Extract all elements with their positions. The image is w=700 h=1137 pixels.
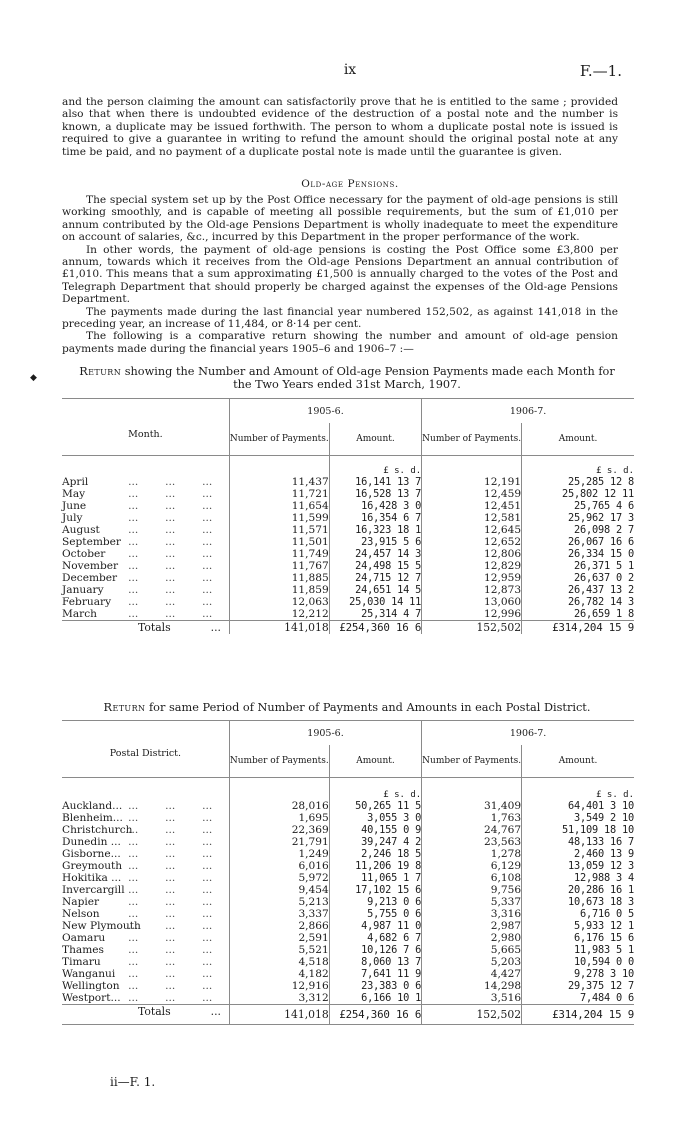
table2-row-label: Christchurch ... ... ... <box>62 824 213 836</box>
table2-payments-1: 2,866 <box>229 920 329 932</box>
table2-payments-2: 2,987 <box>422 920 522 932</box>
table2-amount-1: 8,060 13 7 <box>329 956 421 968</box>
table2-payments-2: 3,516 <box>422 992 522 1005</box>
leader-dots: ... ... ... <box>118 548 213 560</box>
leader-dots: ... ... ... <box>118 596 213 608</box>
table1-payments-2: 12,645 <box>422 524 522 536</box>
table2-totals-label: Totals ... <box>138 1005 221 1018</box>
table1-amount-1: 24,651 14 5 <box>329 584 421 596</box>
paragraph-1: The special system set up by the Post Office necessary for the payment of old-age pensions is still working smoothly, and is capable of meeting all possible requirements, but the sum of £1,010 per annum contributed by the Old-age Pensions Department is wholly inadequate to meet the expenditure on account of salaries, &c., incurred by this Department in the proper performance of the work. <box>62 194 618 244</box>
table-row <box>62 560 634 572</box>
table2-payments-1: 5,972 <box>229 872 329 884</box>
leader-dots: ... ... ... <box>118 584 213 596</box>
table2-payments-1: 5,521 <box>229 944 329 956</box>
table2-total-n2: 152,502 <box>422 1005 522 1025</box>
table2-amount-1: 7,641 11 9 <box>329 968 421 980</box>
leader-dots: ... ... ... <box>118 488 213 500</box>
table2-payments-2: 6,108 <box>422 872 522 884</box>
table2-units-1: £ s. d. <box>329 778 421 801</box>
table2-amount-1: 9,213 0 6 <box>329 896 421 908</box>
table1-row-label: May ... ... ... <box>62 488 213 500</box>
table2-amount-2: 64,401 3 10 <box>522 800 634 812</box>
leader-dots: ... ... ... <box>118 872 213 884</box>
table-row <box>62 992 634 1005</box>
table-row <box>62 488 634 500</box>
table2-row-label: Westport... ... ... ... <box>62 992 213 1004</box>
table-row <box>62 476 634 488</box>
table1-payments-1: 11,859 <box>229 584 329 596</box>
table1-units-2: £ s. d. <box>522 456 634 477</box>
table2-amount-2: 48,133 16 7 <box>522 836 634 848</box>
table1-row-label: March ... ... ... <box>62 608 213 620</box>
table2-payments-2: 31,409 <box>422 800 522 812</box>
table1-totals-text: Totals <box>138 621 171 634</box>
table2-payments-1: 5,213 <box>229 896 329 908</box>
table2-payments-2: 2,980 <box>422 932 522 944</box>
table2-amount-1: 10,126 7 6 <box>329 944 421 956</box>
table1-total-a2: £314,204 15 9 <box>522 621 634 635</box>
table2-caption-lead: Return <box>103 701 146 714</box>
table2-payments-2: 14,298 <box>422 980 522 992</box>
table2-row-label: Auckland... ... ... ... <box>62 800 213 812</box>
table-row <box>62 512 634 524</box>
table-row <box>62 980 634 992</box>
table2-row-label: Gisborne... ... ... ... <box>62 848 213 860</box>
table2-row-label: Oamaru ... ... ... <box>62 932 213 944</box>
table2-row-label: Invercargill ... ... ... <box>62 884 213 896</box>
table2-amount-2: 7,484 0 6 <box>522 992 634 1005</box>
table2-amt-header-1: Amount. <box>329 745 421 778</box>
table1-amount-1: 24,457 14 3 <box>329 548 421 560</box>
table2-total-a1: £254,360 16 6 <box>329 1005 421 1025</box>
table-row <box>62 836 634 848</box>
table2-totals-text: Totals <box>138 1005 171 1018</box>
table-row <box>62 908 634 920</box>
table1-payments-2: 12,829 <box>422 560 522 572</box>
table2-amount-2: 10,594 0 0 <box>522 956 634 968</box>
margin-bullet-icon: ◆ <box>30 373 37 383</box>
table2-row-label: Nelson ... ... ... <box>62 908 213 920</box>
table2-amount-2: 3,549 2 10 <box>522 812 634 824</box>
table1-num-header-1: Number of Payments. <box>229 423 329 456</box>
leader-dots: ... ... ... <box>118 908 213 920</box>
table2-amount-1: 11,065 1 7 <box>329 872 421 884</box>
table1-row-label: June ... ... ... <box>62 500 213 512</box>
table2-amount-1: 3,055 3 0 <box>329 812 421 824</box>
leader-dots: ... ... ... <box>118 524 213 536</box>
table-row <box>62 824 634 836</box>
table1-payments-1: 11,767 <box>229 560 329 572</box>
table1-year1-header: 1905-6. <box>229 399 421 424</box>
intro-paragraph-text: and the person claiming the amount can satisfactorily prove that he is entitled to the same ; provided also that when there is undoubted evidence of the destruction of a postal note and the number is known, a duplicate may be issued forthwith. The person to whom a duplicate postal note is issued is required to give a guarantee in writing to refund the amount should the original postal note at any time be paid, and no payment of a duplicate postal note is made until the guarantee is given. <box>62 96 618 158</box>
table-row <box>62 800 634 812</box>
table2-row-label: Hokitika ... ... ... ... <box>62 872 213 884</box>
table2-payments-1: 3,337 <box>229 908 329 920</box>
leader-dots: ... ... ... <box>118 824 213 836</box>
table1-amount-2: 26,098 2 7 <box>522 524 634 536</box>
table1-total-n2: 152,502 <box>422 621 522 635</box>
table2-amount-2: 11,983 5 1 <box>522 944 634 956</box>
table2-caption-text: for same Period of Number of Payments and Amounts in each Postal District. <box>145 701 591 714</box>
table2-col-district-header: Postal District. <box>109 747 182 759</box>
table1-payments-2: 12,652 <box>422 536 522 548</box>
table-row <box>62 548 634 560</box>
table2-row-label: New Plymouth ... ... ... <box>62 920 213 932</box>
table2-year2-header: 1906-7. <box>422 721 634 746</box>
table1-col-month-header: Month. <box>128 428 163 440</box>
page-number: ix <box>343 62 357 78</box>
table1-payments-2: 12,996 <box>422 608 522 621</box>
table2-payments-1: 4,182 <box>229 968 329 980</box>
table-row <box>62 572 634 584</box>
table2-amount-1: 2,246 18 5 <box>329 848 421 860</box>
table-row <box>62 596 634 608</box>
table1-amount-1: 25,314 4 7 <box>329 608 421 621</box>
table1-payments-2: 12,806 <box>422 548 522 560</box>
leader-dots: ... ... ... <box>118 836 213 848</box>
table1-payments-2: 12,959 <box>422 572 522 584</box>
table1-payments-1: 11,437 <box>229 476 329 488</box>
table1-payments-2: 13,060 <box>422 596 522 608</box>
table2-row-label: Wellington ... ... ... <box>62 980 213 992</box>
table2-payments-2: 5,665 <box>422 944 522 956</box>
leader-dots: ... ... ... <box>118 512 213 524</box>
table2-payments-2: 5,203 <box>422 956 522 968</box>
table2-amt-header-2: Amount. <box>522 745 634 778</box>
table2-amount-1: 50,265 11 5 <box>329 800 421 812</box>
table1-total-a1: £254,360 16 6 <box>329 621 421 635</box>
table2-amount-1: 23,383 0 6 <box>329 980 421 992</box>
page-reference: F.—1. <box>579 62 622 80</box>
table1-payments-1: 11,654 <box>229 500 329 512</box>
table2-caption <box>62 702 632 715</box>
table2-row-label: Blenheim... ... ... ... <box>62 812 213 824</box>
section-heading: Old-age Pensions. <box>301 178 399 190</box>
table2-payments-1: 9,454 <box>229 884 329 896</box>
table2-payments-1: 1,249 <box>229 848 329 860</box>
leader-dots: ... ... ... <box>118 860 213 872</box>
leader-dots: ... ... ... <box>118 500 213 512</box>
table1-payments-1: 11,571 <box>229 524 329 536</box>
table2-payments-2: 5,337 <box>422 896 522 908</box>
leader-dots: ... ... ... <box>118 968 213 980</box>
leader-dots: ... ... ... <box>118 608 213 620</box>
table1-amount-2: 26,659 1 8 <box>522 608 634 621</box>
paragraph-3: The payments made during the last financial year numbered 152,502, as against 141,018 in the preceding year, an increase of 11,484, or 8·14 per cent. <box>62 305 618 331</box>
table1-row-label: December ... ... ... <box>62 572 213 584</box>
table2-payments-2: 23,563 <box>422 836 522 848</box>
intro-paragraph <box>62 96 618 158</box>
table-row <box>62 500 634 512</box>
table2-amount-2: 13,059 12 3 <box>522 860 634 872</box>
table2-amount-2: 10,673 18 3 <box>522 896 634 908</box>
table2-row-label: Greymouth ... ... ... <box>62 860 213 872</box>
table1-amount-1: 16,428 3 0 <box>329 500 421 512</box>
table-row <box>62 848 634 860</box>
table1-total-n1: 141,018 <box>229 621 329 635</box>
table2-row-label: Thames ... ... ... <box>62 944 213 956</box>
table1-amount-1: 24,715 12 7 <box>329 572 421 584</box>
table2-payments-1: 3,312 <box>229 992 329 1005</box>
leader-dots: ... ... ... <box>118 944 213 956</box>
table2-amount-2: 9,278 3 10 <box>522 968 634 980</box>
table-row <box>62 944 634 956</box>
paragraph-4: The following is a comparative return showing the number and amount of old-age pension payments made during the financial years 1905–6 and 1906–7 :— <box>62 330 618 355</box>
table2-row-label: Wanganui ... ... ... <box>62 968 213 980</box>
table1-amount-2: 26,437 13 2 <box>522 584 634 596</box>
table2-amount-1: 5,755 0 6 <box>329 908 421 920</box>
table2-payments-2: 4,427 <box>422 968 522 980</box>
table2-payments-2: 1,278 <box>422 848 522 860</box>
table1-row-label: October ... ... ... <box>62 548 213 560</box>
table2-payments-1: 12,916 <box>229 980 329 992</box>
district-payments-table <box>62 720 634 1025</box>
leader-dots: ... ... ... <box>118 932 213 944</box>
table2-payments-1: 21,791 <box>229 836 329 848</box>
leader-dots: ... ... ... <box>118 920 213 932</box>
table2-amount-2: 12,988 3 4 <box>522 872 634 884</box>
leader-dots: ... ... ... <box>118 956 213 968</box>
table-row <box>62 968 634 980</box>
footer-signature: ii—F. 1. <box>110 1075 156 1089</box>
table2-payments-2: 24,767 <box>422 824 522 836</box>
leader-dots: ... ... ... <box>118 896 213 908</box>
table1-amount-1: 16,528 13 7 <box>329 488 421 500</box>
table1-amount-2: 25,765 4 6 <box>522 500 634 512</box>
table2-row-label: Timaru ... ... ... <box>62 956 213 968</box>
table1-amount-2: 26,637 0 2 <box>522 572 634 584</box>
table2-amount-1: 40,155 0 9 <box>329 824 421 836</box>
table-row <box>62 920 634 932</box>
table-row <box>62 536 634 548</box>
table-row <box>62 584 634 596</box>
table1-payments-1: 11,501 <box>229 536 329 548</box>
table1-amt-header-2: Amount. <box>522 423 634 456</box>
table2-amount-1: 17,102 15 6 <box>329 884 421 896</box>
leader-dots: ... ... ... <box>118 572 213 584</box>
leader-dots: ... ... ... <box>118 560 213 572</box>
table2-amount-2: 6,716 0 5 <box>522 908 634 920</box>
table-row <box>62 884 634 896</box>
table2-num-header-2: Number of Payments. <box>422 745 522 778</box>
table1-row-label: September ... ... ... <box>62 536 213 548</box>
table1-payments-2: 12,451 <box>422 500 522 512</box>
monthly-payments-table <box>62 398 634 634</box>
table1-payments-1: 11,599 <box>229 512 329 524</box>
table-row <box>62 860 634 872</box>
table2-payments-2: 9,756 <box>422 884 522 896</box>
table1-payments-2: 12,873 <box>422 584 522 596</box>
table1-caption <box>62 366 632 391</box>
table1-row-label: January ... ... ... <box>62 584 213 596</box>
table2-payments-1: 22,369 <box>229 824 329 836</box>
table1-amount-2: 25,285 12 8 <box>522 476 634 488</box>
table-row <box>62 812 634 824</box>
table1-amount-1: 16,323 18 1 <box>329 524 421 536</box>
table-row <box>62 896 634 908</box>
table2-amount-2: 6,176 15 6 <box>522 932 634 944</box>
leader-dots: ... ... ... <box>118 848 213 860</box>
table1-row-label: April ... ... ... <box>62 476 213 488</box>
leader-dots: ... ... ... <box>118 812 213 824</box>
table1-amount-1: 23,915 5 6 <box>329 536 421 548</box>
table2-amount-1: 4,987 11 0 <box>329 920 421 932</box>
table1-units-1: £ s. d. <box>329 456 421 477</box>
table2-total-n1: 141,018 <box>229 1005 329 1025</box>
table1-amt-header-1: Amount. <box>329 423 421 456</box>
table-row <box>62 956 634 968</box>
table1-row-label: July ... ... ... <box>62 512 213 524</box>
table2-total-a2: £314,204 15 9 <box>522 1005 634 1025</box>
table2-payments-2: 1,763 <box>422 812 522 824</box>
table1-amount-2: 25,802 12 11 <box>522 488 634 500</box>
table2-payments-1: 1,695 <box>229 812 329 824</box>
table2-amount-2: 51,109 18 10 <box>522 824 634 836</box>
table1-payments-1: 12,063 <box>229 596 329 608</box>
table2-amount-2: 2,460 13 9 <box>522 848 634 860</box>
table1-caption-lead: Return <box>79 365 122 378</box>
table2-payments-1: 4,518 <box>229 956 329 968</box>
table1-amount-1: 25,030 14 11 <box>329 596 421 608</box>
table1-payments-2: 12,581 <box>422 512 522 524</box>
table1-payments-1: 11,749 <box>229 548 329 560</box>
leader-dots: ... ... ... <box>118 980 213 992</box>
table2-amount-2: 29,375 12 7 <box>522 980 634 992</box>
leader-dots: ... ... ... <box>118 992 213 1004</box>
table1-row-label: February ... ... ... <box>62 596 213 608</box>
table-row <box>62 932 634 944</box>
table-row <box>62 872 634 884</box>
table1-amount-2: 26,067 16 6 <box>522 536 634 548</box>
table1-payments-1: 12,212 <box>229 608 329 621</box>
table-row <box>62 524 634 536</box>
table2-row-label: Napier ... ... ... <box>62 896 213 908</box>
table1-amount-1: 16,141 13 7 <box>329 476 421 488</box>
paragraph-2: In other words, the payment of old-age pensions is costing the Post Office some £3,800 per annum, towards which it receives from the Old-age Pensions Department an annual contribution of £1,010. This means that a sum approximating £1,500 is annually charged to the votes of the Post and Telegraph Department that should properly be charged against the expenses of the Old-age Pensions Department. <box>62 243 618 306</box>
table1-payments-1: 11,885 <box>229 572 329 584</box>
table2-year1-header: 1905-6. <box>229 721 421 746</box>
leader-dots: ... ... ... <box>118 884 213 896</box>
table2-amount-1: 4,682 6 7 <box>329 932 421 944</box>
table2-row-label: Dunedin ... ... ... ... <box>62 836 213 848</box>
table1-totals-label: Totals ... <box>138 621 221 634</box>
table-row <box>62 608 634 621</box>
table2-payments-1: 28,016 <box>229 800 329 812</box>
table1-amount-1: 16,354 6 7 <box>329 512 421 524</box>
table1-caption-text: showing the Number and Amount of Old-age Pension Payments made each Month for <box>121 365 615 378</box>
table1-amount-2: 26,782 14 3 <box>522 596 634 608</box>
table2-payments-1: 6,016 <box>229 860 329 872</box>
table1-caption-line2: the Two Years ended 31st March, 1907. <box>233 377 461 391</box>
table2-amount-2: 5,933 12 1 <box>522 920 634 932</box>
table2-payments-2: 6,129 <box>422 860 522 872</box>
leader-dots: ... ... ... <box>118 476 213 488</box>
table2-amount-1: 39,247 4 2 <box>329 836 421 848</box>
table2-payments-2: 3,316 <box>422 908 522 920</box>
table1-amount-1: 24,498 15 5 <box>329 560 421 572</box>
table2-amount-1: 6,166 10 1 <box>329 992 421 1005</box>
table2-num-header-1: Number of Payments. <box>229 745 329 778</box>
table1-amount-2: 25,962 17 3 <box>522 512 634 524</box>
table1-payments-1: 11,721 <box>229 488 329 500</box>
table1-payments-2: 12,459 <box>422 488 522 500</box>
table1-num-header-2: Number of Payments. <box>422 423 522 456</box>
table2-amount-1: 11,206 19 8 <box>329 860 421 872</box>
body-paragraphs <box>62 194 618 355</box>
leader-dots: ... ... ... <box>118 536 213 548</box>
table1-payments-2: 12,191 <box>422 476 522 488</box>
table1-year2-header: 1906-7. <box>422 399 634 424</box>
leader-dots: ... ... ... <box>118 800 213 812</box>
table2-amount-2: 20,286 16 1 <box>522 884 634 896</box>
table1-row-label: August ... ... ... <box>62 524 213 536</box>
table1-row-label: November ... ... ... <box>62 560 213 572</box>
table1-amount-2: 26,371 5 1 <box>522 560 634 572</box>
table2-payments-1: 2,591 <box>229 932 329 944</box>
table1-amount-2: 26,334 15 0 <box>522 548 634 560</box>
table2-units-2: £ s. d. <box>522 778 634 801</box>
